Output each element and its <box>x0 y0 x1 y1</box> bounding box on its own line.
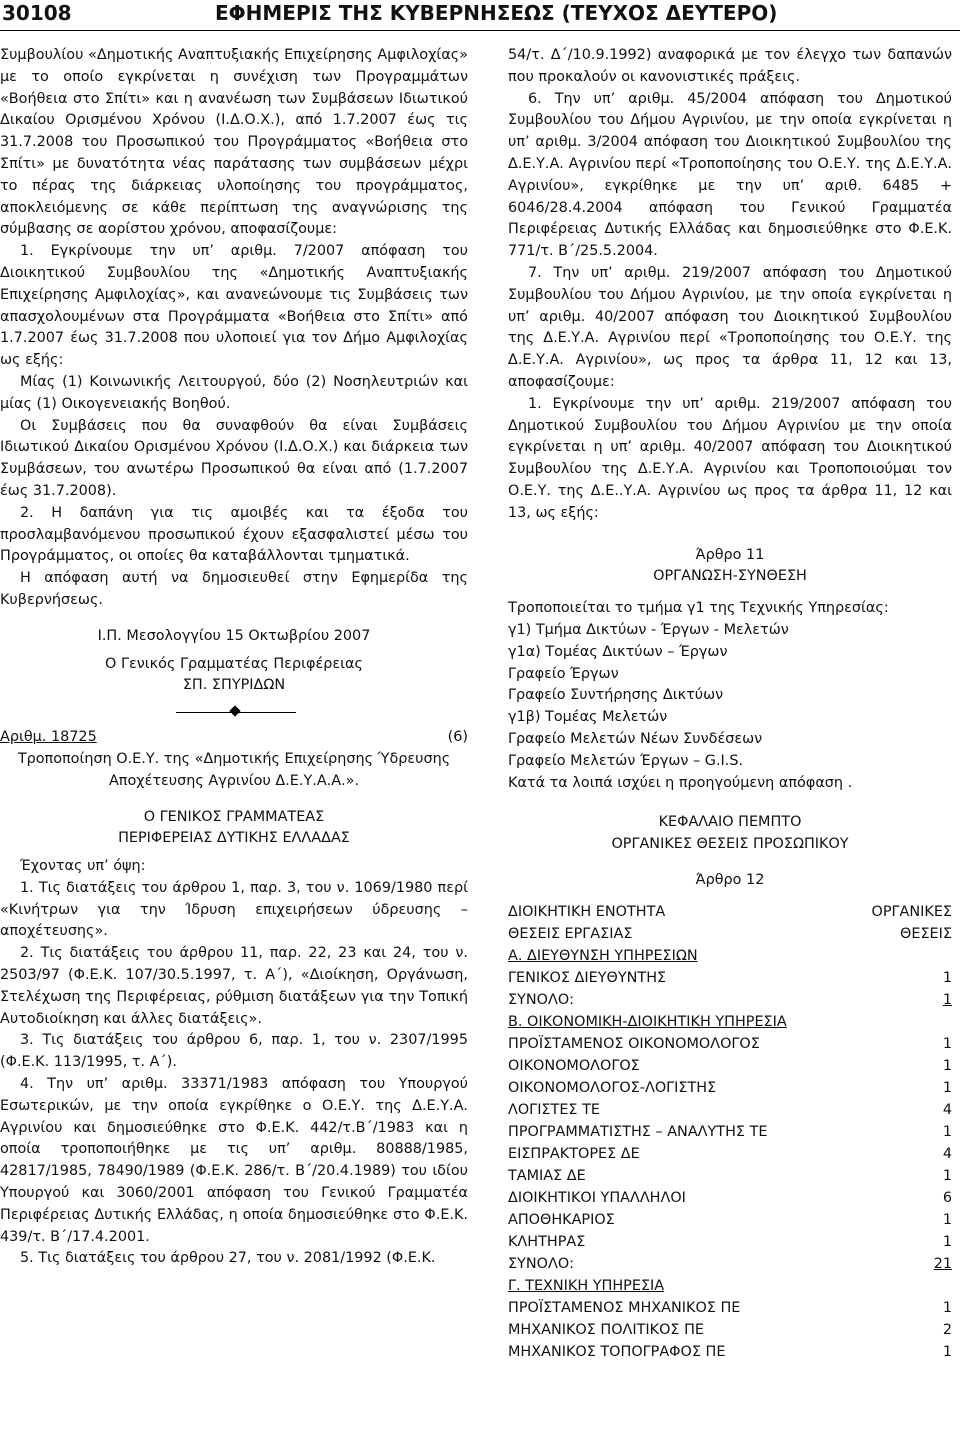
positions-table <box>508 902 952 1364</box>
table-row <box>508 1100 952 1122</box>
consideration-item: 3. Τις διατάξεις του άρθρου 6, παρ. 1, του ν. 2307/1995 (Φ.Ε.Κ. 113/1995, τ. Α΄). <box>0 1032 468 1071</box>
position-name: ΜΗΧΑΝΙΚΟΣ ΠΟΛΙΤΙΚΟΣ ΠΕ <box>508 1321 704 1338</box>
structure-line: Γραφείο Μελετών Νέων Συνδέσεων <box>508 730 763 747</box>
position-name: ΠΡΟΓΡΑΜΜΑΤΙΣΤΗΣ – ΑΝΑΛΥΤΗΣ ΤΕ <box>508 1123 768 1140</box>
empty-cell <box>832 1276 952 1298</box>
paragraph: 2. Η δαπάνη για τις αμοιβές και τα έξοδα του προσλαμβανόμενου προσωπικού έχουν εξασφαλιστεί μέσω του Προγράμματος, οι οποίες θα καταβάλλονται τμηματικά. <box>0 504 468 565</box>
structure-line: Γραφείο Έργων <box>508 665 619 682</box>
table-row <box>508 1298 952 1320</box>
total-row <box>508 990 952 1012</box>
total-row <box>508 1254 952 1276</box>
structure-line: γ1α) Τομέας Δικτύων – Έργων <box>508 643 728 660</box>
section-heading: Β. ΟΙΚΟΝΟΜΙΚΗ-ΔΙΟΙΚΗΤΙΚΗ ΥΠΗΡΕΣΙΑ <box>508 1013 787 1030</box>
position-count: 1 <box>942 1343 952 1360</box>
table-row <box>508 1166 952 1188</box>
position-count: 1 <box>942 1057 952 1074</box>
table-row <box>508 1320 952 1342</box>
empty-cell <box>832 946 952 968</box>
position-name: ΠΡΟΪΣΤΑΜΕΝΟΣ ΟΙΚΟΝΟΜΟΛΟΓΟΣ <box>508 1035 760 1052</box>
position-count: 1 <box>942 1233 952 1250</box>
paragraph: 7. Την υπ’ αριθμ. 219/2007 απόφαση του Δημοτικού Συμβουλίου του Δήμου Αγρινίου, με την οποία εγκρίνεται η υπ’ αριθμ. 40/2007 απόφαση του Διοικητικού Συμβουλίου της Δ.Ε.Υ.Α. Αγρινίου περί «Τροποποίησης του Ο.Ε.Υ. της Δ.Ε.Υ.Α. Αγρινίου», ως προς τα άρθρα 11, 12 και 13, αποφασίζουμε: <box>508 264 952 390</box>
table-header-cell: ΘΕΣΕΙΣ ΕΡΓΑΣΙΑΣ <box>508 925 633 942</box>
empty-cell <box>832 1012 952 1034</box>
table-row <box>508 1144 952 1166</box>
table-header-cell: ΔΙΟΙΚΗΤΙΚΗ ΕΝΟΤΗΤΑ <box>508 903 666 920</box>
position-name: ΚΛΗΤΗΡΑΣ <box>508 1233 586 1250</box>
position-name: ΑΠΟΘΗΚΑΡΙΟΣ <box>508 1211 615 1228</box>
decision-number: Αριθμ. 18725 <box>0 729 97 746</box>
chapter-heading: ΚΕΦΑΛΑΙΟ ΠΕΜΠΤΟ <box>658 814 802 831</box>
section-row <box>508 1012 952 1034</box>
paragraph: Η απόφαση αυτή να δημοσιευθεί στην Εφημερίδα της Κυβερνήσεως. <box>0 570 468 608</box>
paragraph: Οι Συμβάσεις που θα συναφθούν θα είναι Συμβάσεις Ιδιωτικού Δικαίου Ορισμένου Χρόνου (Ι.Δ.Ο.Χ.) και διάρκεια των Συμβάσεων, του ανωτέρω Προσωπικού θα είναι από (1.7.2007 έως 31.7.2008). <box>0 417 468 499</box>
position-count: 2 <box>942 1321 952 1338</box>
decision-count: (6) <box>447 729 468 746</box>
position-count: 1 <box>942 1079 952 1096</box>
position-count: 4 <box>942 1145 952 1162</box>
position-count: 4 <box>942 1101 952 1118</box>
consideration-item: 2. Τις διατάξεις του άρθρου 11, παρ. 22, 23 και 24, του ν. 2503/97 (Φ.Ε.Κ. 107/30.5.1997, τ. Α΄), «Διοίκηση, Οργάνωση, Στελέχωση της Περιφέρειας, ρύθμιση διατάξεων για την Τοπική Αυτοδιοίκηση και άλλες διατάξεις». <box>0 945 468 1027</box>
paragraph: 1. Εγκρίνουμε την υπ’ αριθμ. 219/2007 απόφαση του Δημοτικού Συμβουλίου του Δήμου Αγρινίου με την οποία εγκρίνεται η υπ’ αριθμ. 40/2007 απόφαση του Διοικητικού Συμβουλίου της Δ.Ε.Υ.Α. Αγρινίου και Τροποποιούμαι τον Ο.Ε.Υ. της Δ.Ε..Υ.Α. Αγρινίου ως προς τα άρθρα 11, 12 και 13, ως εξής: <box>508 395 952 521</box>
position-name: ΟΙΚΟΝΟΜΟΛΟΓΟΣ-ΛΟΓΙΣΤΗΣ <box>508 1079 717 1096</box>
left-column <box>0 45 468 1270</box>
structure-line: γ1) Τμήμα Δικτύων - Έργων - Μελετών <box>508 621 789 638</box>
section-heading: Γ. ΤΕΧΝΙΚΗ ΥΠΗΡΕΣΙΑ <box>508 1277 665 1294</box>
position-count: 1 <box>942 1167 952 1184</box>
total-value: 1 <box>942 991 952 1008</box>
position-name: ΓΕΝΙΚΟΣ ΔΙΕΥΘΥΝΤΗΣ <box>508 969 667 986</box>
position-count: 6 <box>942 1189 952 1206</box>
decision-heading <box>0 727 468 749</box>
table-row <box>508 1078 952 1100</box>
page-header <box>0 0 960 32</box>
decision-title: Τροποποίηση Ο.Ε.Υ. της «Δημοτικής Επιχείρησης Ύδρευσης Αποχέτευσης Αγρινίου Δ.Ε.Υ.Α.Α.». <box>17 750 451 789</box>
position-count: 1 <box>942 969 952 986</box>
total-value: 21 <box>933 1255 952 1272</box>
consideration-item: 5. Τις διατάξεις του άρθρου 27, του ν. 2081/1992 (Φ.Ε.Κ. <box>20 1250 436 1267</box>
running-head: ΕΦΗΜΕΡΙΣ ΤΗΣ ΚΥΒΕΡΝΗΣΕΩΣ (ΤΕΥΧΟΣ ΔΕΥΤΕΡΟ) <box>215 1 778 25</box>
position-name: ΕΙΣΠΡΑΚΤΟΡΕΣ ΔΕ <box>508 1145 640 1162</box>
position-name: ΛΟΓΙΣΤΕΣ ΤΕ <box>508 1101 600 1118</box>
authority-line-1: Ο ΓΕΝΙΚΟΣ ΓΡΑΜΜΑΤΕΑΣ <box>143 808 325 825</box>
signer-name: ΣΠ. ΣΠΥΡΙΔΩΝ <box>182 677 286 694</box>
table-row <box>508 968 952 990</box>
table-row <box>508 1342 952 1364</box>
paragraph: Συμβουλίου «Δημοτικής Αναπτυξιακής Επιχείρησης Αμφιλοχίας» με το οποίο εγκρίνεται η συνέχιση των Προγραμμάτων «Βοήθεια στο Σπίτι» και η ανανέωση των Συμβάσεων Ιδιωτικού Δικαίου Ορισμένου Χρόνου (Ι.Δ.Ο.Χ.), από 1.7.2007 έως τις 31.7.2008 του Προσωπικού του Προγράμματος «Βοήθεια στο Σπίτι» με δυνατότητα νέας παράτασης των συμβάσεων μέχρι το πέρας της διάρκειας υλοποίησης του προγράμματος, αποκλειόμενης σε κάθε περίπτωση της αναγνώρισης της σύμβασης σε αορίστου χρόνου, αποφασίζουμε: <box>0 47 468 238</box>
table-row <box>508 1188 952 1210</box>
position-name: ΤΑΜΙΑΣ ΔΕ <box>508 1167 586 1184</box>
section-row <box>508 946 952 968</box>
table-row <box>508 1210 952 1232</box>
total-label: ΣΥΝΟΛΟ: <box>508 1255 574 1272</box>
table-row <box>508 1056 952 1078</box>
table-header-cell: ΟΡΓΑΝΙΚΕΣ <box>871 903 952 920</box>
section-divider <box>0 701 468 723</box>
header-rule <box>0 30 960 31</box>
paragraph: 54/τ. Δ΄/10.9.1992) αναφορικά με τον έλεγχο των δαπανών που προκαλούν οι κανονιστικές πράξεις. <box>508 47 952 85</box>
chapter-title: ΟΡΓΑΝΙΚΕΣ ΘΕΣΕΙΣ ΠΡΟΣΩΠΙΚΟΥ <box>611 836 849 853</box>
table-header-row <box>508 902 952 924</box>
right-column <box>508 45 952 1364</box>
article-heading: Άρθρο 12 <box>695 871 765 888</box>
position-name: ΔΙΟΙΚΗΤΙΚΟΙ ΥΠΑΛΛΗΛΟΙ <box>508 1189 686 1206</box>
article-heading: Άρθρο 11 <box>695 546 765 563</box>
section-row <box>508 1276 952 1298</box>
table-header-row <box>508 924 952 946</box>
closing-line: Κατά τα λοιπά ισχύει η προηγούμενη απόφαση . <box>508 774 853 791</box>
table-row <box>508 1232 952 1254</box>
paragraph: Μίας (1) Κοινωνικής Λειτουργού, δύο (2) Νοσηλευτριών και μίας (1) Οικογενειακής Βοηθού. <box>0 373 468 412</box>
position-count: 1 <box>942 1035 952 1052</box>
place-date: Ι.Π. Μεσολογγίου 15 Οκτωβρίου 2007 <box>97 627 371 644</box>
paragraph: 6. Την υπ’ αριθμ. 45/2004 απόφαση του Δημοτικού Συμβουλίου του Δήμου Αγρινίου, με την οποία εγκρίνεται η υπ’ αριθμ. 3/2004 απόφαση του Διοικητικού Συμβουλίου της Δ.Ε.Υ.Α. Αγρινίου περί «Τροποποίησης του Ο.Ε.Υ. της Δ.Ε.Υ.Α. Αγρινίου», εγκρίθηκε με την υπ’ αριθ. 6485 + 6046/28.4.2004 απόφαση του Γενικού Γραμματέα Περιφέρειας Δυτικής Ελλάδας και δημοσιεύθηκε στο Φ.Ε.Κ. 771/τ. Β΄/25.5.2004. <box>508 90 952 260</box>
paragraph: 1. Εγκρίνουμε την υπ’ αριθμ. 7/2007 απόφαση του Διοικητικού Συμβουλίου της «Δημοτικής Αναπτυξιακής Επιχείρησης Αμφιλοχίας», και ανανεώνουμε τις Συμβάσεις των απασχολουμένων στα Προγράμματα «Βοήθεια στο Σπίτι» από 1.7.2007 έως 31.7.2008 που υλοποιεί για τον Δήμο Αμφιλοχίας ως εξής: <box>0 243 468 369</box>
structure-line: γ1β) Τομέας Μελετών <box>508 709 668 726</box>
consideration-item: 1. Τις διατάξεις του άρθρου 1, παρ. 3, του ν. 1069/1980 περί «Κινήτρων για την Ίδρυση επιχειρήσεων ύδρευσης – αποχέτευσης». <box>0 879 468 940</box>
article-title: ΟΡΓΑΝΩΣΗ-ΣΥΝΘΕΣΗ <box>653 568 807 585</box>
signer-title: Ο Γενικός Γραμματέας Περιφέρειας <box>105 655 363 672</box>
position-count: 1 <box>942 1123 952 1140</box>
position-name: ΜΗΧΑΝΙΚΟΣ ΤΟΠΟΓΡΑΦΟΣ ΠΕ <box>508 1343 726 1360</box>
total-label: ΣΥΝΟΛΟ: <box>508 991 574 1008</box>
consideration-item: 4. Την υπ’ αριθμ. 33371/1983 απόφαση του Υπουργού Εσωτερικών, με την οποία εγκρίθηκε ο Ο.Ε.Υ. της Δ.Ε.Υ.Α. Αγρινίου και δημοσιεύθηκε στο Φ.Ε.Κ. 442/τ.Β΄/1983 και η οποία τροποποιήθηκε με τις υπ’ αριθμ. 80888/1985, 42817/1985, 78490/1989 (Φ.Ε.Κ. 286/τ. Β΄/20.4.1989) του ιδίου Υπουργού και 3060/2001 απόφαση του Γενικού Γραμματέα Περιφέρειας Δυτικής Ελλάδας, η οποία δημοσιεύθηκε στο Φ.Ε.Κ. 439/τ. Β΄/17.4.2001. <box>0 1076 468 1245</box>
position-name: ΠΡΟΪΣΤΑΜΕΝΟΣ ΜΗΧΑΝΙΚΟΣ ΠΕ <box>508 1299 741 1316</box>
position-count: 1 <box>942 1299 952 1316</box>
section-heading: Α. ΔΙΕΥΘΥΝΣΗ ΥΠΗΡΕΣΙΩΝ <box>508 947 698 964</box>
structure-line: Γραφείο Μελετών Έργων – G.I.S. <box>508 752 744 769</box>
table-row <box>508 1122 952 1144</box>
page-number: 30108 <box>2 1 72 25</box>
structure-line: Γραφείο Συντήρησης Δικτύων <box>508 687 724 704</box>
position-count: 1 <box>942 1211 952 1228</box>
having-regard: Έχοντας υπ’ όψη: <box>20 858 146 875</box>
table-row <box>508 1034 952 1056</box>
amendment-line: Τροποποιείται το τμήμα γ1 της Τεχνικής Υπηρεσίας: <box>508 600 889 617</box>
authority-line-2: ΠΕΡΙΦΕΡΕΙΑΣ ΔΥΤΙΚΗΣ ΕΛΛΑΔΑΣ <box>118 830 350 847</box>
table-header-cell: ΘΕΣΕΙΣ <box>900 925 952 942</box>
position-name: ΟΙΚΟΝΟΜΟΛΟΓΟΣ <box>508 1057 640 1074</box>
